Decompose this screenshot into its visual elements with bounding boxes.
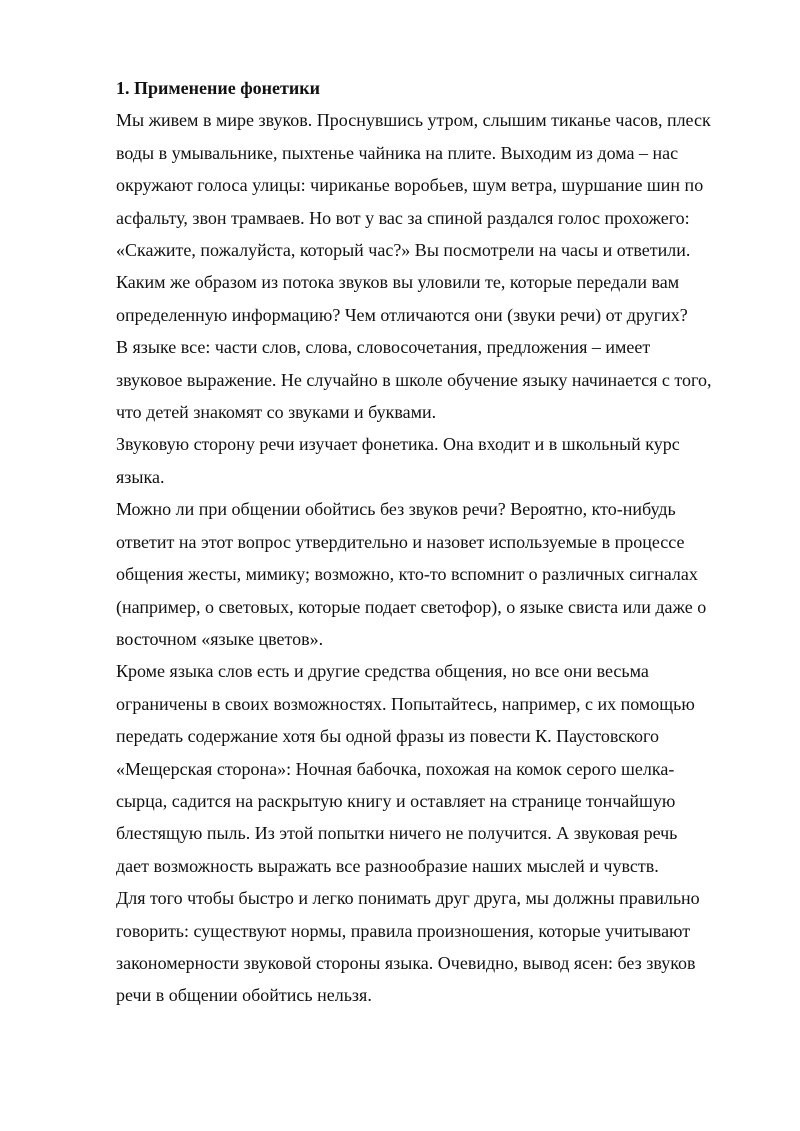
text-line: передать содержание хотя бы одной фразы из повести К. Паустовского <box>116 726 659 747</box>
document-body <box>116 72 756 1012</box>
text-line: Кроме языка слов есть и другие средства общения, но все они весьма <box>116 661 649 682</box>
text-line: Звуковую сторону речи изучает фонетика. Она входит и в школьный курс <box>116 434 680 455</box>
text-line: дает возможность выражать все разнообразие наших мыслей и чувств. <box>116 855 659 876</box>
text-line: Для того чтобы быстро и легко понимать друг друга, мы должны правильно <box>116 888 700 909</box>
text-line: говорить: существуют нормы, правила произношения, которые учитывают <box>116 920 691 941</box>
text-line: воды в умывальнике, пыхтенье чайника на плите. Выходим из дома – нас <box>116 142 679 163</box>
text-line: ответит на этот вопрос утвердительно и назовет используемые в процессе <box>116 531 685 552</box>
text-line: закономерности звуковой стороны языка. Очевидно, вывод ясен: без звуков <box>116 952 696 973</box>
text-line: Можно ли при общении обойтись без звуков речи? Вероятно, кто-нибудь <box>116 499 676 520</box>
text-line: В языке все: части слов, слова, словосочетания, предложения – имеет <box>116 337 651 358</box>
text-line: языка. <box>116 466 165 487</box>
text-line: блестящую пыль. Из этой попытки ничего не получится. А звуковая речь <box>116 823 678 844</box>
text-line: асфальту, звон трамваев. Но вот у вас за спиной раздался голос прохожего: <box>116 207 690 228</box>
text-line: Каким же образом из потока звуков вы уловили те, которые передали вам <box>116 272 680 293</box>
text-line: восточном «языке цветов». <box>116 628 324 649</box>
text-line: (например, о световых, которые подает светофор), о языке свиста или даже о <box>116 596 707 617</box>
section-heading: 1. Применение фонетики <box>116 78 320 98</box>
text-line: окружают голоса улицы: чириканье воробьев, шум ветра, шуршание шин по <box>116 175 704 196</box>
text-line: ограничены в своих возможностях. Попытайтесь, например, с их помощью <box>116 693 695 714</box>
text-line: определенную информацию? Чем отличаются они (звуки речи) от других? <box>116 304 688 325</box>
text-line: сырца, садится на раскрытую книгу и оставляет на странице тончайшую <box>116 790 676 811</box>
text-line: «Мещерская сторона»: Ночная бабочка, похожая на комок серого шелка- <box>116 758 675 779</box>
text-line: общения жесты, мимику; возможно, кто-то вспомнит о различных сигналах <box>116 564 698 585</box>
text-line: «Скажите, пожалуйста, который час?» Вы посмотрели на часы и ответили. <box>116 240 691 261</box>
text-line: Мы живем в мире звуков. Проснувшись утром, слышим тиканье часов, плеск <box>116 110 711 131</box>
text-line: речи в общении обойтись нельзя. <box>116 985 372 1006</box>
text-line: звуковое выражение. Не случайно в школе обучение языку начинается с того, <box>116 369 712 390</box>
text-line: что детей знакомят со звуками и буквами. <box>116 402 437 423</box>
